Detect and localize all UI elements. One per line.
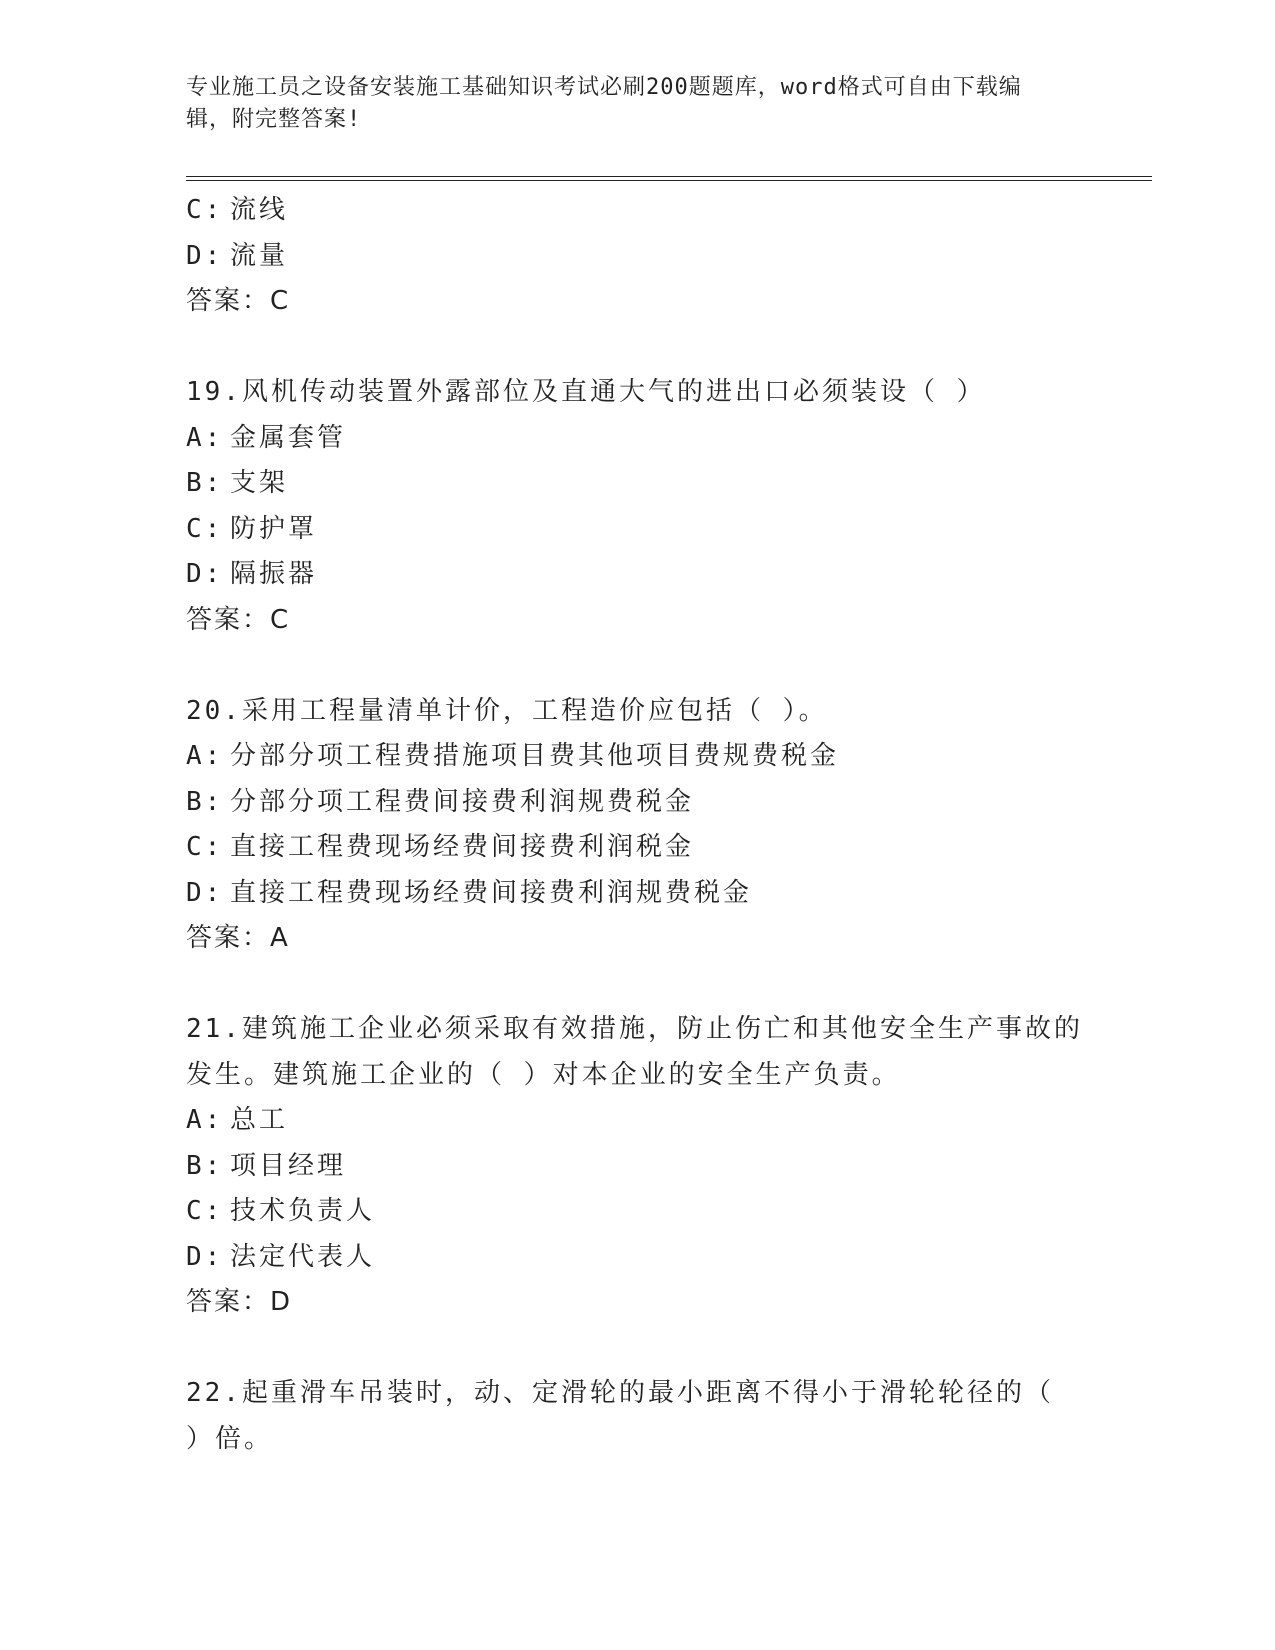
question-stem: 21.建筑施工企业必须采取有效措施，防止伤亡和其他安全生产事故的发生。建筑施工企业的（ ）对本企业的安全生产负责。 — [186, 1014, 1083, 1090]
spacer — [186, 643, 1086, 689]
option-text: 项目经理 — [230, 1150, 347, 1181]
option-text: 分部分项工程费措施项目费其他项目费规费税金 — [230, 741, 840, 771]
option-letter: A: — [186, 1105, 224, 1135]
option-letter: B: — [186, 1150, 224, 1181]
question-stem: 20.采用工程量清单计价，工程造价应包括（ ）。 — [186, 695, 828, 726]
option-c — [186, 825, 1086, 871]
option-d — [186, 871, 1086, 917]
option-text: 金属套管 — [230, 422, 347, 453]
option-text: 流线 — [230, 195, 289, 225]
option-letter: B: — [186, 786, 224, 817]
option-text: 支架 — [230, 468, 289, 498]
option-a — [186, 1098, 1086, 1144]
option-letter: C: — [186, 195, 224, 225]
answer-line: 答案：D — [186, 1287, 293, 1317]
option-text: 流量 — [230, 240, 289, 271]
option-d — [186, 234, 1086, 280]
question-list — [186, 188, 1086, 1462]
document-header-title: 专业施工员之设备安装施工基础知识考试必刷200题题库，word格式可自由下载编辑，附完整答案! — [186, 75, 1022, 132]
prev-question-block — [186, 188, 1086, 325]
header-divider — [186, 176, 1152, 181]
option-b — [186, 780, 1086, 826]
option-b — [186, 461, 1086, 507]
question-block-20 — [186, 689, 1086, 962]
option-a — [186, 734, 1086, 780]
option-c — [186, 1189, 1086, 1235]
question-stem: 19.风机传动装置外露部位及直通大气的进出口必须装设（ ） — [186, 377, 986, 407]
option-letter: A: — [186, 422, 224, 453]
option-text: 分部分项工程费间接费利润规费税金 — [230, 786, 695, 817]
option-letter: B: — [186, 468, 224, 498]
spacer — [186, 962, 1086, 1008]
option-text: 防护罩 — [230, 513, 318, 544]
spacer — [186, 325, 1086, 371]
option-text: 直接工程费现场经费间接费利润税金 — [230, 832, 695, 862]
option-text: 技术负责人 — [230, 1196, 376, 1226]
option-letter: D: — [186, 240, 224, 271]
option-c — [186, 507, 1086, 553]
answer-line: 答案：C — [186, 286, 291, 316]
option-letter: D: — [186, 877, 224, 908]
option-text: 总工 — [230, 1105, 289, 1135]
option-letter: A: — [186, 741, 224, 771]
question-block-22 — [186, 1371, 1086, 1462]
option-b — [186, 1144, 1086, 1190]
question-stem: 22.起重滑车吊装时，动、定滑轮的最小距离不得小于滑轮轮径的（ ）倍。 — [186, 1378, 1054, 1454]
option-text: 直接工程费现场经费间接费利润规费税金 — [230, 877, 753, 908]
option-d — [186, 1235, 1086, 1281]
option-letter: D: — [186, 559, 224, 589]
option-a — [186, 416, 1086, 462]
spacer — [186, 1326, 1086, 1372]
option-c — [186, 188, 1086, 234]
option-letter: C: — [186, 513, 224, 544]
question-block-21 — [186, 1007, 1086, 1326]
option-letter: C: — [186, 832, 224, 862]
option-d — [186, 552, 1086, 598]
answer-line: 答案：C — [186, 604, 291, 635]
answer-line: 答案：A — [186, 923, 290, 953]
question-block-19 — [186, 370, 1086, 643]
option-text: 法定代表人 — [230, 1241, 376, 1272]
option-letter: C: — [186, 1196, 224, 1226]
option-letter: D: — [186, 1241, 224, 1272]
option-text: 隔振器 — [230, 559, 318, 589]
